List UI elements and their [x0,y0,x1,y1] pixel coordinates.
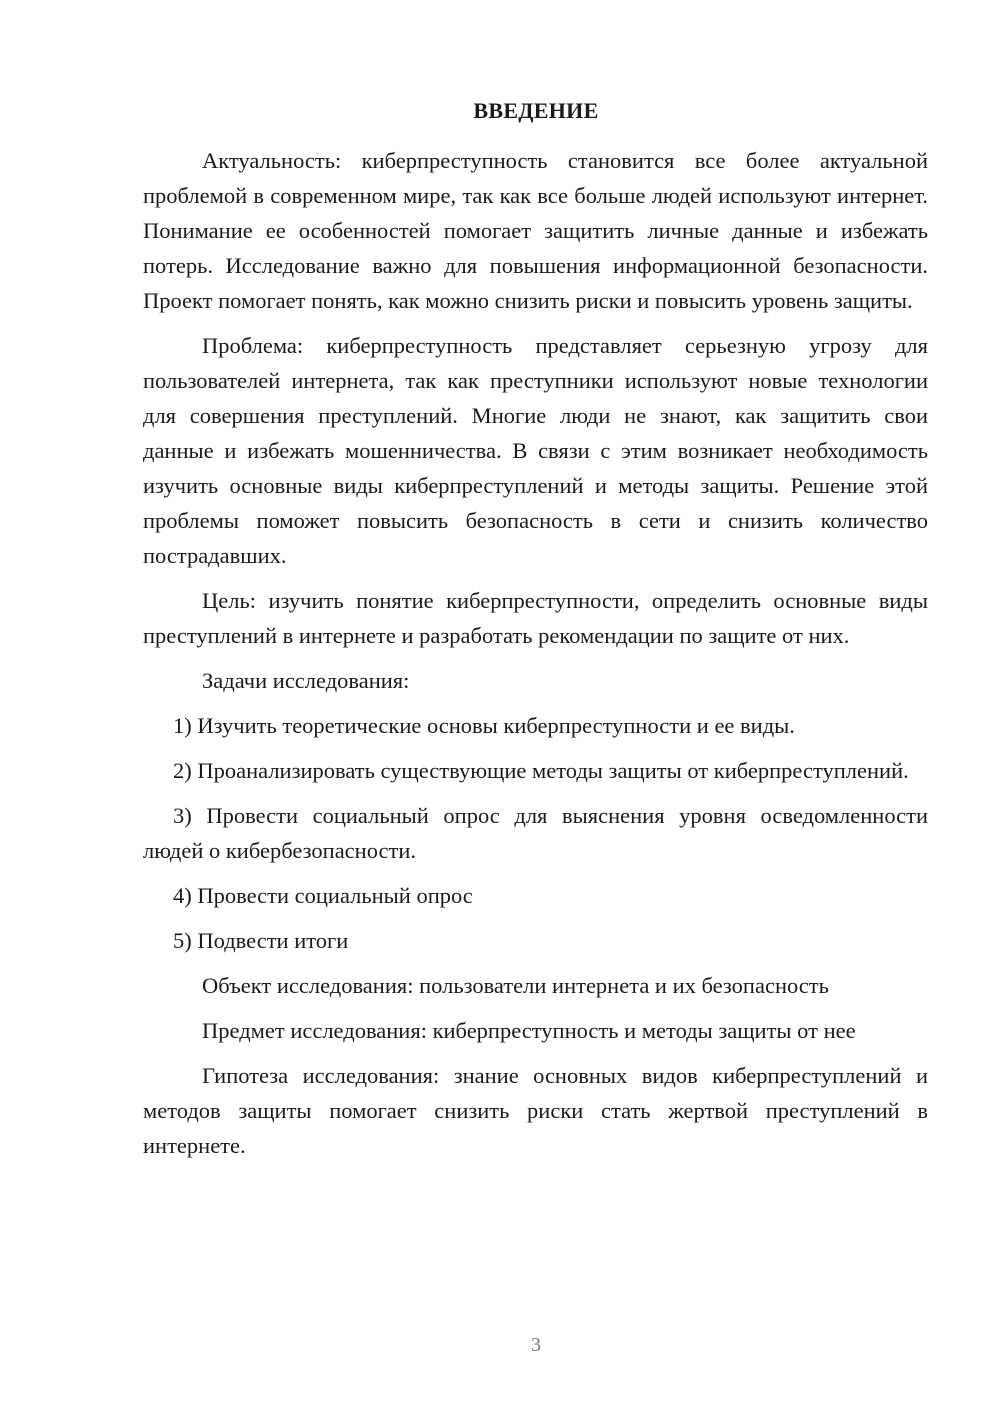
goal-paragraph: Цель: изучить понятие киберпреступности, определить основные виды преступлений в интернете и разработать рекомендации по защите от них. [143,588,928,648]
object-paragraph: Объект исследования: пользователи интернета и их безопасность [202,973,829,998]
task-item: 3) Провести социальный опрос для выяснения уровня осведомленности людей о кибербезопасности. [143,803,928,863]
relevance-paragraph: Актуальность: киберпреступность становится все более актуальной проблемой в современном мире, так как все больше людей используют интернет. Понимание ее особенностей помогает защитить личные данные и избежать потерь. Исследование важно для повышения информационной безопасности. Проект помогает понять, как можно снизить риски и повысить уровень защиты. [143,148,928,313]
hypothesis-paragraph: Гипотеза исследования: знание основных видов киберпреступлений и методов защиты помогает снизить риски стать жертвой преступлений в интернете. [143,1063,928,1158]
task-item: 5) Подвести итоги [173,928,349,953]
page-number: 3 [531,1334,541,1356]
document-body [143,143,928,1173]
section-heading: ВВЕДЕНИЕ [473,98,599,123]
tasks-heading: Задачи исследования: [202,668,410,693]
task-item: 1) Изучить теоретические основы киберпреступности и ее виды. [173,713,795,738]
task-item: 4) Провести социальный опрос [173,883,473,908]
problem-paragraph: Проблема: киберпреступность представляет серьезную угрозу для пользователей интернета, так как преступники используют новые технологии для совершения преступлений. Многие люди не знают, как защитить свои данные и избежать мошенничества. В связи с этим возникает необходимость изучить основные виды киберпреступлений и методы защиты. Решение этой проблемы поможет повысить безопасность в сети и снизить количество пострадавших. [143,333,928,568]
subject-paragraph: Предмет исследования: киберпреступность и методы защиты от нее [202,1018,856,1043]
task-item: 2) Проанализировать существующие методы защиты от киберпреступлений. [173,758,909,783]
